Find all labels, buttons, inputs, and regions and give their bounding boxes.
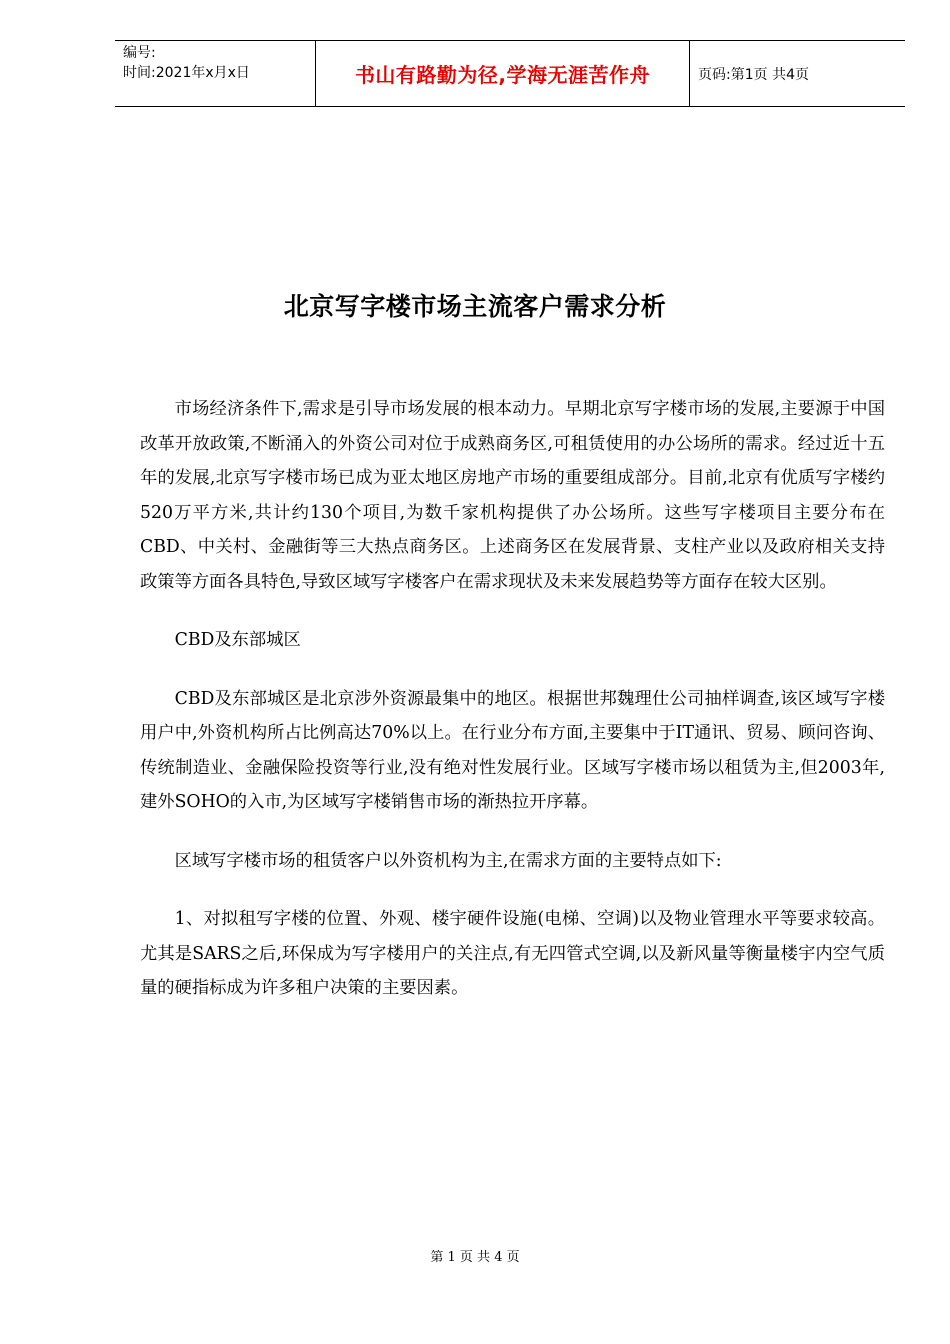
- header-meta-cell: [115, 41, 316, 106]
- paragraph-tenant-features: 区域写字楼市场的租赁客户以外资机构为主,在需求方面的主要特点如下:: [174, 850, 722, 871]
- section-heading-cbd: CBD及东部城区: [174, 630, 301, 650]
- header-page-cell: [690, 41, 905, 106]
- page-footer: 第 1 页 共 4 页: [430, 1250, 520, 1265]
- page-header: [115, 40, 905, 107]
- header-page-label: 页码:第1页 共4页: [698, 66, 809, 83]
- header-time-label: 时间:2021年x月x日: [123, 65, 250, 81]
- document-body: [140, 392, 885, 1030]
- header-motto: 书山有路勤为径,学海无涯苦作舟: [354, 63, 651, 87]
- paragraph-intro: 市场经济条件下,需求是引导市场发展的根本动力。早期北京写字楼市场的发展,主要源于中国改革开放政策,不断涌入的外资公司对位于成熟商务区,可租赁使用的办公场所的需求。经过近十五年的发展,北京写字楼市场已成为亚太地区房地产市场的重要组成部分。目前,北京有优质写字楼约520万平方米,共计约130个项目,为数千家机构提供了办公场所。这些写字楼项目主要分布在CBD、中关村、金融街等三大热点商务区。上述商务区在发展背景、支柱产业以及政府相关支持政策等方面各具特色,导致区域写字楼客户在需求现状及未来发展趋势等方面存在较大区别。: [140, 399, 885, 592]
- document-title: 北京写字楼市场主流客户需求分析: [283, 292, 667, 321]
- paragraph-cbd: CBD及东部城区是北京涉外资源最集中的地区。根据世邦魏理仕公司抽样调查,该区域写字楼用户中,外资机构所占比例高达70%以上。在行业分布方面,主要集中于IT通讯、贸易、顾问咨询、传统制造业、金融保险投资等行业,没有绝对性发展行业。区域写字楼市场以租赁为主,但2003年,建外SOHO的入市,为区域写字楼销售市场的渐热拉开序幕。: [140, 688, 885, 812]
- header-number-label: 编号:: [123, 45, 156, 61]
- header-motto-cell: [316, 41, 690, 106]
- paragraph-point-1: 1、对拟租写字楼的位置、外观、楼宇硬件设施(电梯、空调)以及物业管理水平等要求较高。尤其是SARS之后,环保成为写字楼用户的关注点,有无四管式空调,以及新风量等衡量楼宇内空气质量的硬指标成为许多租户决策的主要因素。: [140, 909, 885, 998]
